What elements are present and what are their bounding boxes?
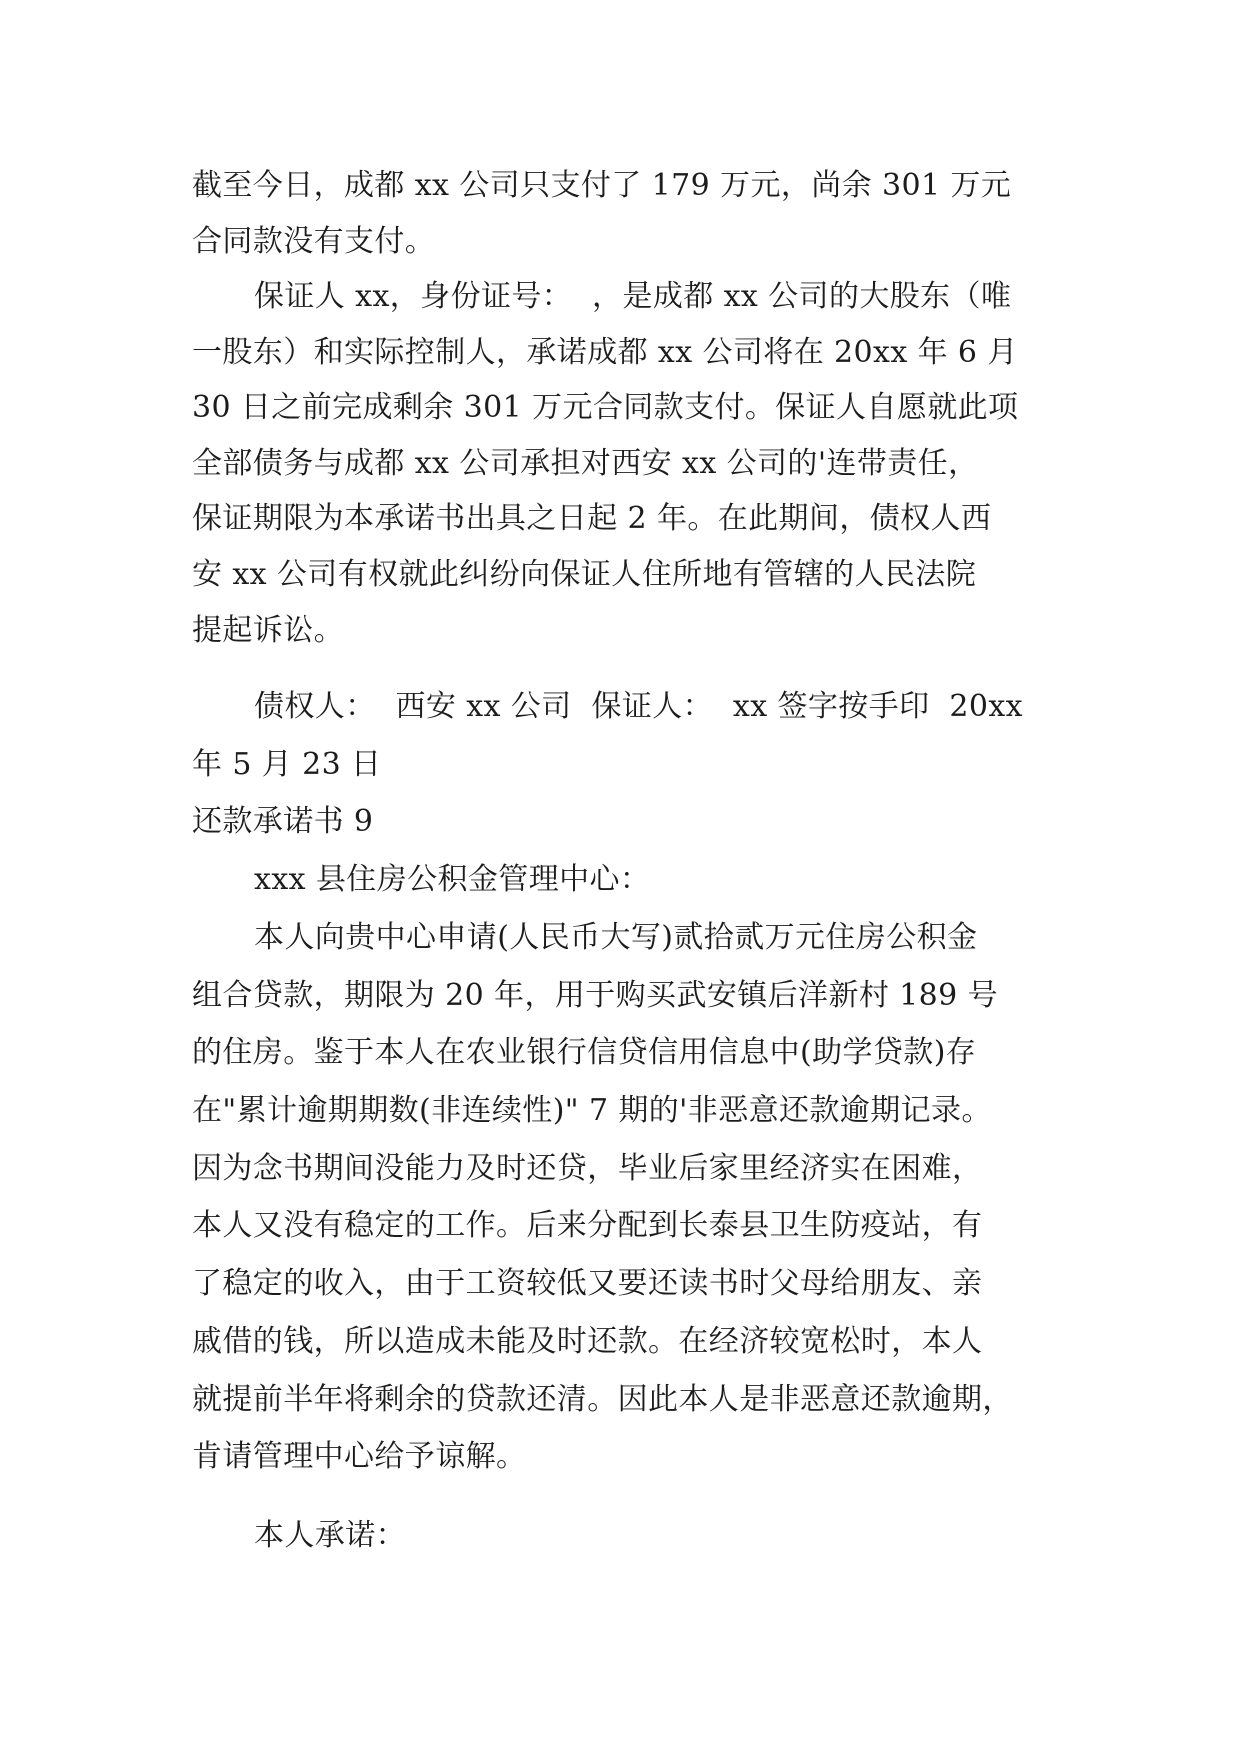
text-line: 全部债务与成都 xx 公司承担对西安 xx 公司的'连带责任， [192, 446, 979, 481]
section-heading: 还款承诺书 9 [192, 804, 374, 839]
text-line: 本人承诺： [254, 1518, 406, 1553]
text-line: 就提前半年将剩余的贷款还清。因此本人是非恶意还款逾期， [192, 1382, 1013, 1417]
text-line: xxx 县住房公积金管理中心： [254, 862, 651, 897]
text-line: 一股东）和实际控制人，承诺成都 xx 公司将在 20xx 年 6 月 [192, 335, 1018, 370]
text-line: 年 5 月 23 日 [192, 747, 382, 782]
text-line: 肯请管理中心给予谅解。 [192, 1439, 527, 1474]
text-line: 提起诉讼。 [192, 613, 344, 648]
text-line: 保证期限为本承诺书出具之日起 2 年。在此期间，债权人西 [192, 501, 992, 536]
text-line: 截至今日，成都 xx 公司只支付了 179 万元，尚余 301 万元 [192, 168, 1012, 203]
text-line: 30 日之前完成剩余 301 万元合同款支付。保证人自愿就此项 [192, 390, 1019, 425]
text-line: 因为念书期间没能力及时还贷，毕业后家里经济实在困难， [192, 1151, 983, 1186]
text-line: 本人又没有稳定的工作。后来分配到长泰县卫生防疫站，有 [192, 1208, 983, 1243]
text-line: 组合贷款，期限为 20 年，用于购买武安镇后洋新村 189 号 [192, 978, 998, 1013]
text-line: 合同款没有支付。 [192, 224, 436, 259]
text-line: 戚借的钱，所以造成未能及时还款。在经济较宽松时，本人 [192, 1324, 983, 1359]
text-line: 了稳定的收入，由于工资较低又要还读书时父母给朋友、亲 [192, 1266, 983, 1301]
text-line: 本人向贵中心申请(人民币大写)贰拾贰万元住房公积金 [254, 920, 978, 955]
text-line: 安 xx 公司有权就此纠纷向保证人住所地有管辖的人民法院 [192, 557, 977, 592]
text-line: 在"累计逾期期数(非连续性)" 7 期的'非恶意还款逾期记录。 [192, 1093, 992, 1128]
text-line: 的住房。鉴于本人在农业银行信贷信用信息中(助学贷款)存 [192, 1035, 977, 1070]
text-line: 保证人 xx，身份证号： ，是成都 xx 公司的大股东（唯 [254, 279, 1012, 314]
text-line: 债权人： 西安 xx 公司 保证人： xx 签字按手印 20xx [254, 689, 1023, 724]
